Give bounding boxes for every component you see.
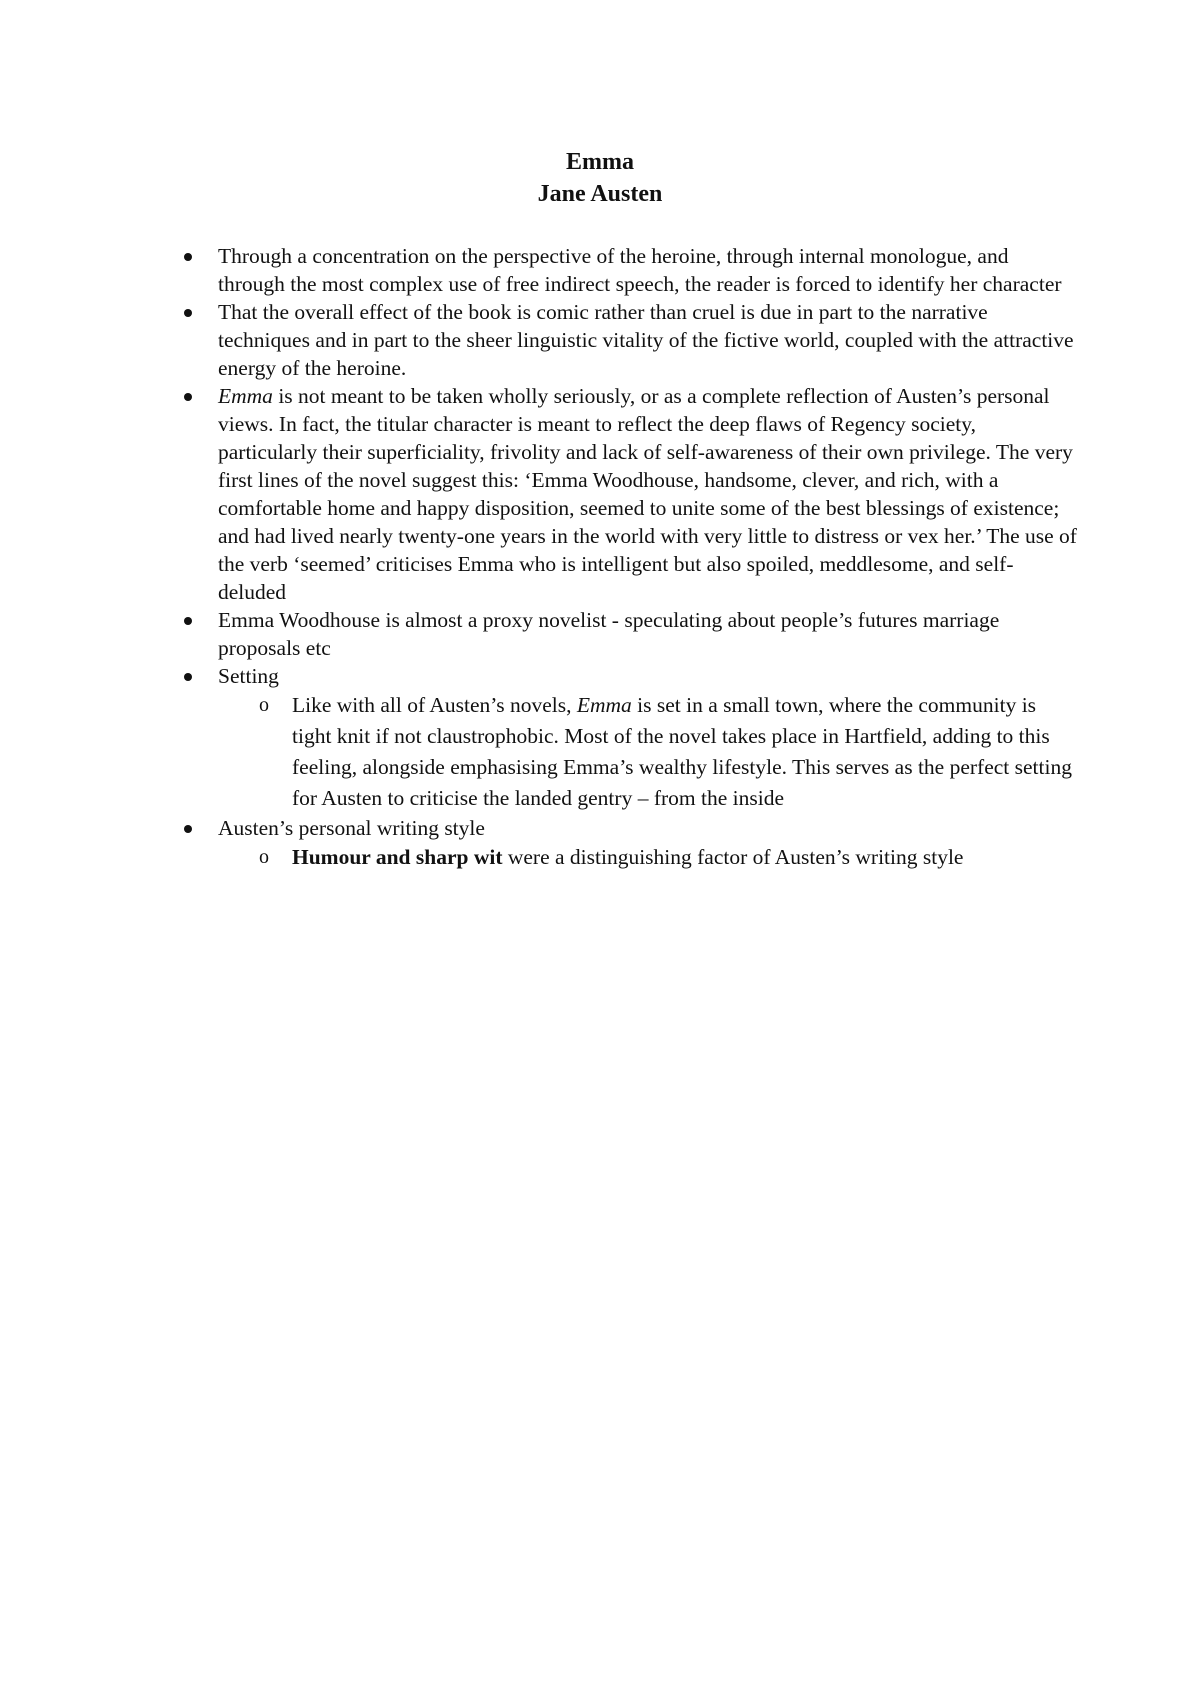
list-item bbox=[180, 814, 1080, 873]
list-item-text: is not meant to be taken wholly seriously, or as a complete reflection of Austen’s personal views. In fact, the titular character is meant to reflect the deep flaws of Regency society, particularly their superficiality, frivolity and lack of self-awareness of their own privilege. The very first lines of the novel suggest this: ‘Emma Woodhouse, handsome, clever, and rich, with a comfortable home and happy disposition, seemed to unite some of the best blessings of existence; and had lived nearly twenty-one years in the world with very little to distress or vex her.’ The use of the verb ‘seemed’ criticises Emma who is intelligent but also spoiled, meddlesome, and self-deluded bbox=[218, 384, 1077, 604]
sub-bullet-list bbox=[218, 690, 1080, 814]
sub-list-item-text: is set in a small town, where the community is tight knit if not claustrophobic. Most of the novel takes place in Hartfield, adding to this feeling, alongside emphasising Emma’s wealthy lifestyle. This serves as the perfect setting for Austen to criticise the landed gentry – from the inside bbox=[292, 693, 1072, 810]
list-item-text: That the overall effect of the book is comic rather than cruel is due in part to the narrative techniques and in part to the sheer linguistic vitality of the fictive world, coupled with the attractive energy of the heroine. bbox=[218, 300, 1074, 380]
hollow-bullet-icon: o bbox=[259, 694, 269, 716]
list-item-text: Setting bbox=[218, 664, 279, 688]
sub-list-item bbox=[218, 842, 1080, 873]
list-item bbox=[180, 382, 1080, 606]
document-author: Jane Austen bbox=[537, 181, 663, 207]
list-item bbox=[180, 606, 1080, 662]
bullet-dot-icon bbox=[184, 617, 192, 625]
bullet-dot-icon bbox=[184, 393, 192, 401]
sub-bullet-list bbox=[218, 842, 1080, 873]
bullet-dot-icon bbox=[184, 825, 192, 833]
list-item bbox=[180, 662, 1080, 814]
bullet-dot-icon bbox=[184, 309, 192, 317]
bullet-list bbox=[180, 242, 1080, 873]
sub-list-item-text: Like with all of Austen’s novels, bbox=[292, 693, 577, 717]
hollow-bullet-icon: o bbox=[259, 846, 269, 868]
list-item bbox=[180, 298, 1080, 382]
sub-list-item bbox=[218, 690, 1080, 814]
italic-title: Emma bbox=[218, 384, 273, 408]
list-item-text: Through a concentration on the perspective of the heroine, through internal monologue, and through the most complex use of free indirect speech, the reader is forced to identify her character bbox=[218, 244, 1062, 296]
notes-content bbox=[180, 242, 1080, 873]
bullet-dot-icon bbox=[184, 253, 192, 261]
list-item-text: Emma Woodhouse is almost a proxy novelist - speculating about people’s futures marriage proposals etc bbox=[218, 608, 1000, 660]
document-title: Emma bbox=[566, 149, 634, 175]
italic-title: Emma bbox=[576, 693, 632, 717]
bullet-dot-icon bbox=[184, 673, 192, 681]
list-item-text: Austen’s personal writing style bbox=[218, 816, 485, 840]
bold-phrase: Humour and sharp wit bbox=[292, 845, 503, 869]
list-item bbox=[180, 242, 1080, 298]
title-block bbox=[0, 146, 1200, 210]
sub-list-item-text: were a distinguishing factor of Austen’s writing style bbox=[502, 845, 964, 869]
